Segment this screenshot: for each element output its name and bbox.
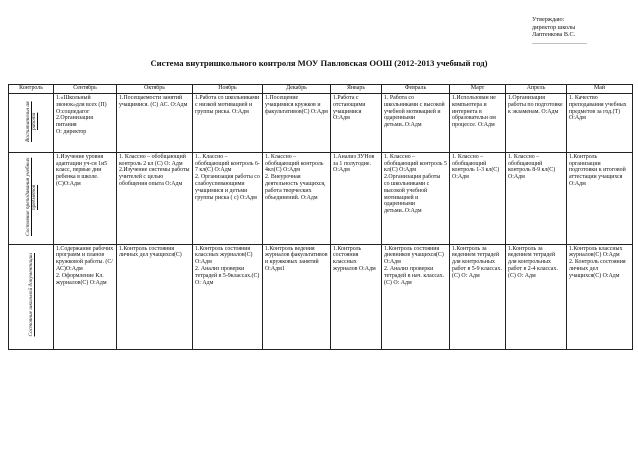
- table-cell: 1.Контроль состояния классных журналов О:Адм: [331, 244, 382, 349]
- table-cell: 1.Контроль за ведением тетрадей для контрольных работ в 5-9 классах.(С) О: Адм: [450, 244, 506, 349]
- table-cell: 1.«Школьный звонок»для всех (П) О:соцпедагог 2.Организация питания О: директор: [54, 94, 117, 153]
- approval-line-3: Лаптенкова В.С.: [532, 31, 576, 39]
- table-cell: 1. Работа со школьниками с высокой учебной мотивацией и одаренными детьми..О:Адм: [382, 94, 450, 153]
- table-cell: 1.Контроль состояния классных журналов(С) О:Адм 2. Анализ проверки тетрадей в 5-9классах.(С) О: Адм: [193, 244, 263, 349]
- header-month: Апрель: [506, 85, 567, 94]
- table-cell: 1.Посещение учащимися кружков и факультативов(С) О:Адм: [263, 94, 331, 153]
- approval-signature: ______________________: [532, 39, 587, 45]
- header-month: Январь: [331, 85, 382, 94]
- table-cell: 1.Содержание рабочих программ и планов кружковой работы. (С/АС)О:Адм 2. Оформление Кл. журналов(С) О:Адм: [54, 244, 117, 349]
- approval-line-2: директор школы: [532, 23, 576, 31]
- header-month: Ноябрь: [193, 85, 263, 94]
- table-row: [9, 244, 633, 349]
- table-cell: 1. Классно – обобщающий контроль 2 кл (С) О: Адм 2.Изучение системы работы учителей с целью обобщения опыта О:Адм: [117, 152, 193, 244]
- header-month: Февраль: [382, 85, 450, 94]
- table-cell: 1. Качество преподавания учебных предметов за год.(Т) О:Адм: [567, 94, 633, 153]
- header-month: Март: [450, 85, 506, 94]
- header-month: Сентябрь: [54, 85, 117, 94]
- table-cell: 1.Посещаемости занятий учащимися. (С) АС. О:Адм: [117, 94, 193, 153]
- approval-block: [532, 16, 627, 46]
- header-month: Май: [567, 85, 633, 94]
- table-cell: 1.Контроль за ведением тетрадей для контрольных работ в 2-4 классах.(С) О: Адм: [506, 244, 567, 349]
- row-label: Состояние преподавания учебных предметов: [9, 152, 54, 244]
- table-cell: 1.Работа с отстающими учащимися О:Адм: [331, 94, 382, 153]
- table-cell: 1. Классно – обобщающий контроль 5 кл(С) О:Адм 2.Организация работы со школьниками с высокой учебной мотивацией и одаренными детьми..О:Адм: [382, 152, 450, 244]
- table-cell: 1.Контроль состояния личных дел учащихся(С): [117, 244, 193, 349]
- table-cell: 1.. Классно – обобщающий контроль 6-7 кл(С) О:Адм 2. Организация работы со слабоуспевающими учащимися и детьми группы риска ( с) О:Адм: [193, 152, 263, 244]
- table-cell: 1.Организация работы по подготовке к экзаменам. О:Адм: [506, 94, 567, 153]
- table-cell: 1. Классно – обобщающий контроль 4кл(С) О:Адм 2. Внеурочная деятельность учащихся, работа творческих объединений. О:Адм: [263, 152, 331, 244]
- header-month: Октябрь: [117, 85, 193, 94]
- table-cell: 1.Контроль состояния дневников учащихся(С) О:Адм 2. Анализ проверки тетрадей в нач. классах.(С) О: Адм: [382, 244, 450, 349]
- table-cell: 1.Контроль организации подготовки к итоговой аттестации учащихся О:Адм: [567, 152, 633, 244]
- table-cell: 1. Классно – обобщающий контроль 1-3 кл(С) О:Адм: [450, 152, 506, 244]
- header-month: Декабрь: [263, 85, 331, 94]
- header-row: [9, 85, 633, 94]
- table-cell: 1.Контроль ведения журналов факультативов и кружковых занятий О:Адм1: [263, 244, 331, 349]
- document-title: Система внутришкольного контроля МОУ Павловская ООШ (2012-2013 учебный год): [150, 58, 488, 68]
- table-cell: 1.Контроль классных журналов(С) О:Адм 2. Контроль состояния личных дел учащихся(С) О:Адм: [567, 244, 633, 349]
- table-cell: 1.Работа со школьниками с низкой мотивацией и группы риска. О:Адм: [193, 94, 263, 153]
- table-cell: 1.Использован ие компьютера и интернета в образовательн ом процессе. О:Адм: [450, 94, 506, 153]
- table-row: [9, 94, 633, 153]
- table-row: [9, 152, 633, 244]
- approval-line-1: Утверждаю:: [532, 16, 565, 23]
- control-table: [8, 84, 633, 350]
- header-control: Контроль: [9, 85, 54, 94]
- table-cell: 1. Классно – обобщающий контроль 8-9 кл(С) О:Адм: [506, 152, 567, 244]
- row-label: Состояние школьной документации: [9, 244, 54, 349]
- row-label: Воспитательн ая работа: [9, 94, 54, 153]
- table-cell: 1.Изучение уровня адаптации уч-ся 1и5 класс, первые дни ребенка в школе. (С)О:Адм: [54, 152, 117, 244]
- table-cell: 1.Анализ ЗУНов за 1 полугодие. О:Адм: [331, 152, 382, 244]
